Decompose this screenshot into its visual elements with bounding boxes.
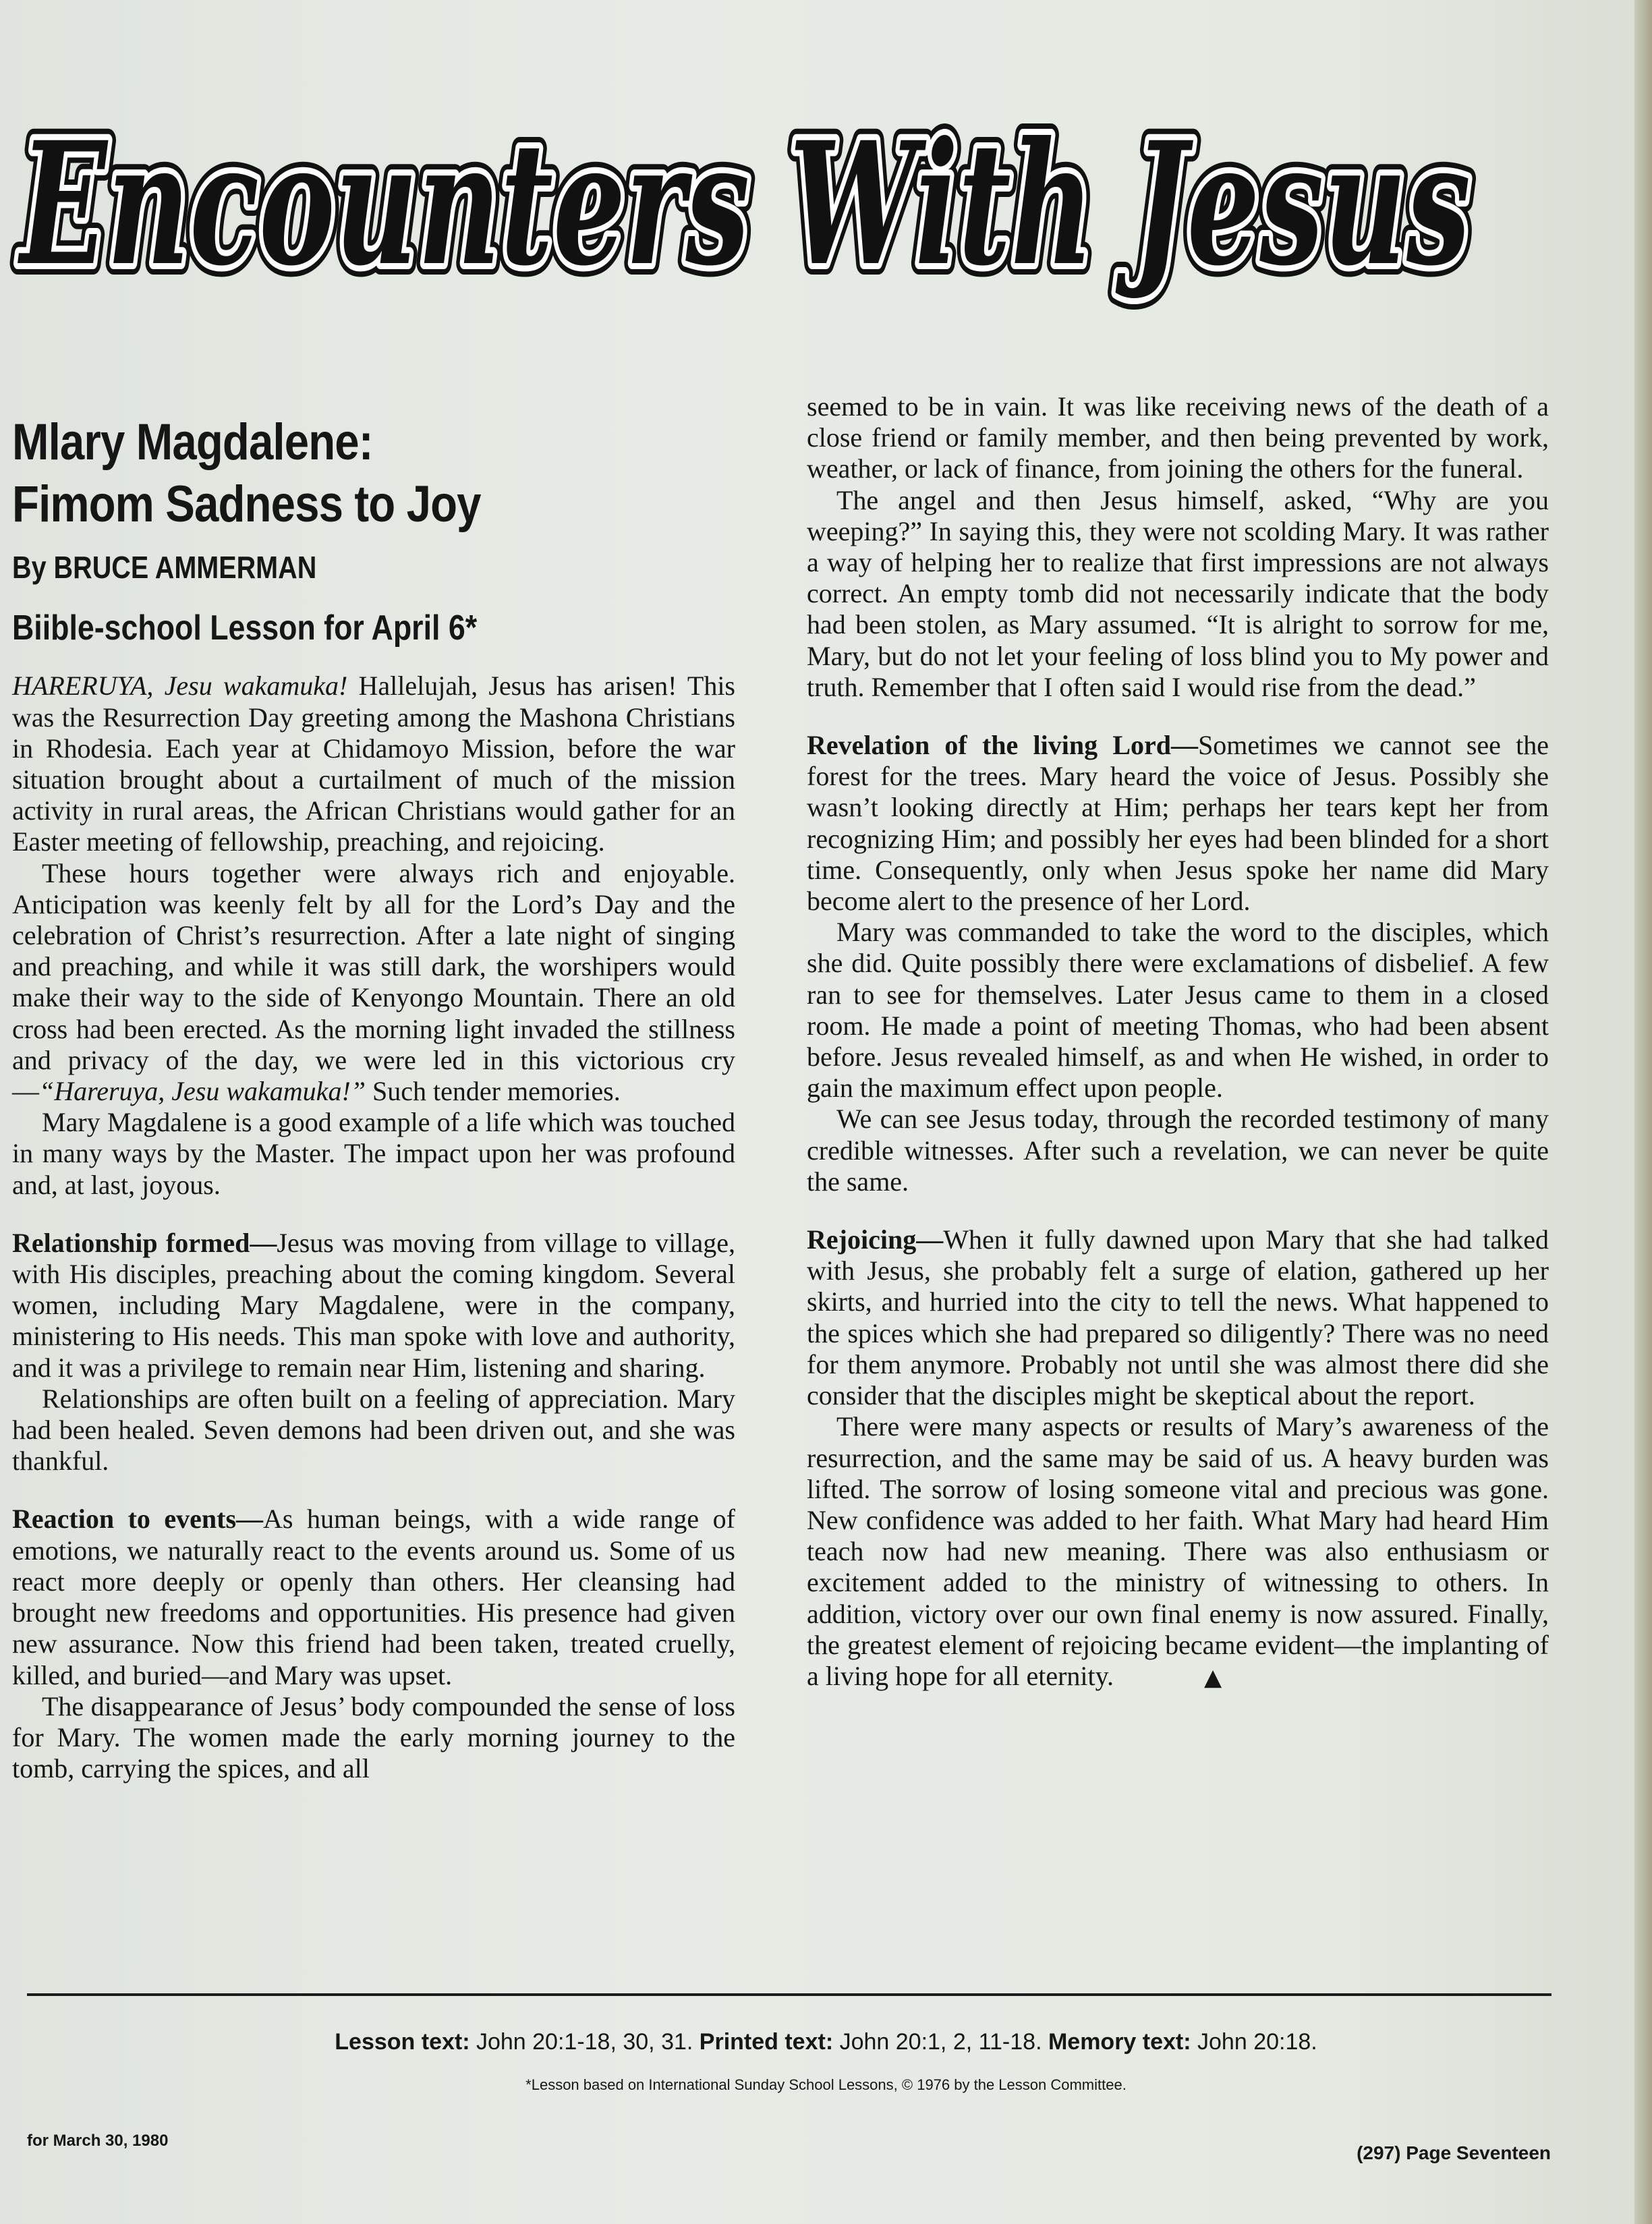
- paragraph: [807, 1411, 1549, 1693]
- title-line-2: Fimom Sadness to Joy: [12, 476, 481, 533]
- memory-text-label: Memory text:: [1048, 2029, 1191, 2055]
- section-reaction: [12, 1504, 735, 1690]
- section-heading: Relationship formed—: [12, 1227, 277, 1258]
- issue-date: for March 30, 1980: [27, 2132, 169, 2150]
- lesson-heading: Biible-school Lesson for April 6*: [12, 608, 478, 648]
- paragraph: We can see Jesus today, through the recorded testimony of many credible witnesses. After such a revelation, we can never be quite the same.: [807, 1104, 1549, 1197]
- masthead: [7, 74, 1504, 344]
- section-text: Jesus was moving from village to village, with His disciples, preaching about the coming kingdom. Several women, including Mary Magdalene, were in the company, ministering to His needs. This man spoke with love and authority, and it was a privilege to remain near Him, listening and sharing.: [12, 1227, 736, 1383]
- masthead-outline: Encounters With Jesus: [17, 105, 1471, 303]
- lesson-references: [0, 2029, 1652, 2055]
- paragraph: Mary was commanded to take the word to the disciples, which she did. Quite possibly there were exclamations of disbelief. A few ran to see for themselves. Later Jesus came to them in a closed room. He made a point of meeting Thomas, who had been absent before. Jesus revealed himself, as and when He wished, in order to gain the maximum effect upon people.: [807, 917, 1549, 1104]
- intro-greeting: HARERUYA, Jesu wakamuka!: [12, 671, 348, 702]
- paragraph: Mary Magdalene is a good example of a life which was touched in many ways by the Master. The impact upon her was profound and, at last, joyous.: [12, 1107, 735, 1200]
- lesson-text-value: John 20:1-18, 30, 31.: [469, 2029, 700, 2055]
- section-heading: Revelation of the living Lord—: [807, 730, 1199, 761]
- section-heading: Rejoicing—: [807, 1224, 944, 1255]
- page-number: (297) Page Seventeen: [1357, 2142, 1551, 2163]
- section-revelation: [807, 730, 1549, 917]
- article-title: [12, 411, 731, 536]
- section-text: When it fully dawned upon Mary that she had talked with Jesus, she probably felt a surge of elation, gathered up her skirts, and hurried into the city to tell the news. What happened to the spices which she had prepared so diligently? There was no need for them anymore. Probably not until she was almost there did she consider that the disciples might be skeptical about the report.: [807, 1224, 1549, 1411]
- title-line-1: Mlary Magdalene:: [12, 414, 373, 471]
- paragraph: Relationships are often built on a feeling of appreciation. Mary had been healed. Seven demons had been driven out, and she was thankful.: [12, 1383, 735, 1477]
- masthead-title: Encounters With Jesus: [17, 105, 1471, 303]
- section-heading: Reaction to events—: [12, 1504, 264, 1535]
- byline: By BRUCE AMMERMAN: [12, 550, 317, 585]
- paragraph: [12, 858, 735, 1108]
- section-text: Sometimes we cannot see the forest for the trees. Mary heard the voice of Jesus. Possibly she wasn’t looking directly at Him; perhaps her tears kept her from recognizing Him; and possibly her eyes had been blinded for a short time. Consequently, only when Jesus spoke her name did Mary become alert to the presence of her Lord.: [807, 730, 1549, 917]
- intro-text: Hallelujah, Jesus has arisen! This was the Resurrection Day greeting among the Mashona Christians in Rhodesia. Each year at Chidamoyo Mission, before the war situation brought about a curtailment of much of the mission activity in rural areas, the African Christians would gather for an Easter meeting of fellowship, preaching, and rejoicing.: [12, 671, 735, 857]
- footnote: *Lesson based on International Sunday School Lessons, © 1976 by the Lesson Committee.: [525, 2076, 1127, 2093]
- section-text: As human beings, with a wide range of emotions, we naturally react to the events around us. Some of us react more deeply or openly than others. Her cleansing had brought new freedoms and opportunities. His presence had given new assurance. Now this friend had been taken, treated cruelly, killed, and buried—and Mary was upset.: [12, 1504, 735, 1690]
- paragraph-tail: Such tender memories.: [366, 1076, 621, 1107]
- paragraph: The disappearance of Jesus’ body compounded the sense of loss for Mary. The women made the early morning journey to the tomb, carrying the spices, and all: [12, 1690, 735, 1784]
- lesson-text-label: Lesson text:: [335, 2029, 470, 2055]
- right-column: [807, 391, 1549, 1693]
- masthead-halo: Encounters With Jesus: [17, 105, 1471, 303]
- intro-paragraph: [12, 671, 735, 857]
- section-relationship: [12, 1228, 735, 1384]
- paragraph: The angel and then Jesus himself, asked, “Why are you weeping?” In saying this, they were not scolding Mary. It was rather a way of helping her to realize that first impressions are not always correct. An empty tomb did not necessarily indicate that the body had been stolen, as Mary assumed. “It is alright to sorrow for me, Mary, but do not let your feeling of loss blind you to My power and truth. Remember that I often said I would rise from the dead.”: [807, 484, 1549, 702]
- page-edge: [1634, 0, 1652, 2224]
- divider: [27, 1993, 1551, 1996]
- printed-text-value: John 20:1, 2, 11-18.: [833, 2029, 1048, 2055]
- left-column: [12, 391, 735, 1784]
- memory-text-value: John 20:18.: [1191, 2029, 1317, 2055]
- masthead-lettering: [7, 74, 1504, 344]
- section-rejoicing: [807, 1224, 1549, 1411]
- paragraph: seemed to be in vain. It was like receiving news of the death of a close friend or family member, and then being prevented by work, weather, or lack of finance, from joining the others for the funeral.: [807, 391, 1549, 484]
- paragraph-text: These hours together were always rich and enjoyable. Anticipation was keenly felt by all for the Lord’s Day and the celebration of Christ’s resurrection. After a late night of singing and preaching, and while it was still dark, the worshipers would make their way to the side of Kenyongo Mountain. There an old cross had been erected. As the morning light invaded the stillness and privacy of the day, we were led in this victorious cry—: [12, 857, 735, 1107]
- paragraph-quote: “Hareruya, Jesu wakamuka!”: [39, 1076, 366, 1107]
- paragraph-text: There were many aspects or results of Mary’s awareness of the resurrection, and the same may be said of us. A heavy burden was lifted. The sorrow of losing someone vital and precious was gone. New confidence was added to her faith. What Mary had heard Him teach now had new meaning. There was also enthusiasm or excitement added to the ministry of witnessing to others. In addition, victory over our own final enemy is now assured. Finally, the greatest element of rejoicing became evident—the implanting of a living hope for all eternity.: [807, 1411, 1549, 1691]
- printed-text-label: Printed text:: [699, 2029, 834, 2055]
- end-mark-icon: ▲: [1204, 1663, 1222, 1691]
